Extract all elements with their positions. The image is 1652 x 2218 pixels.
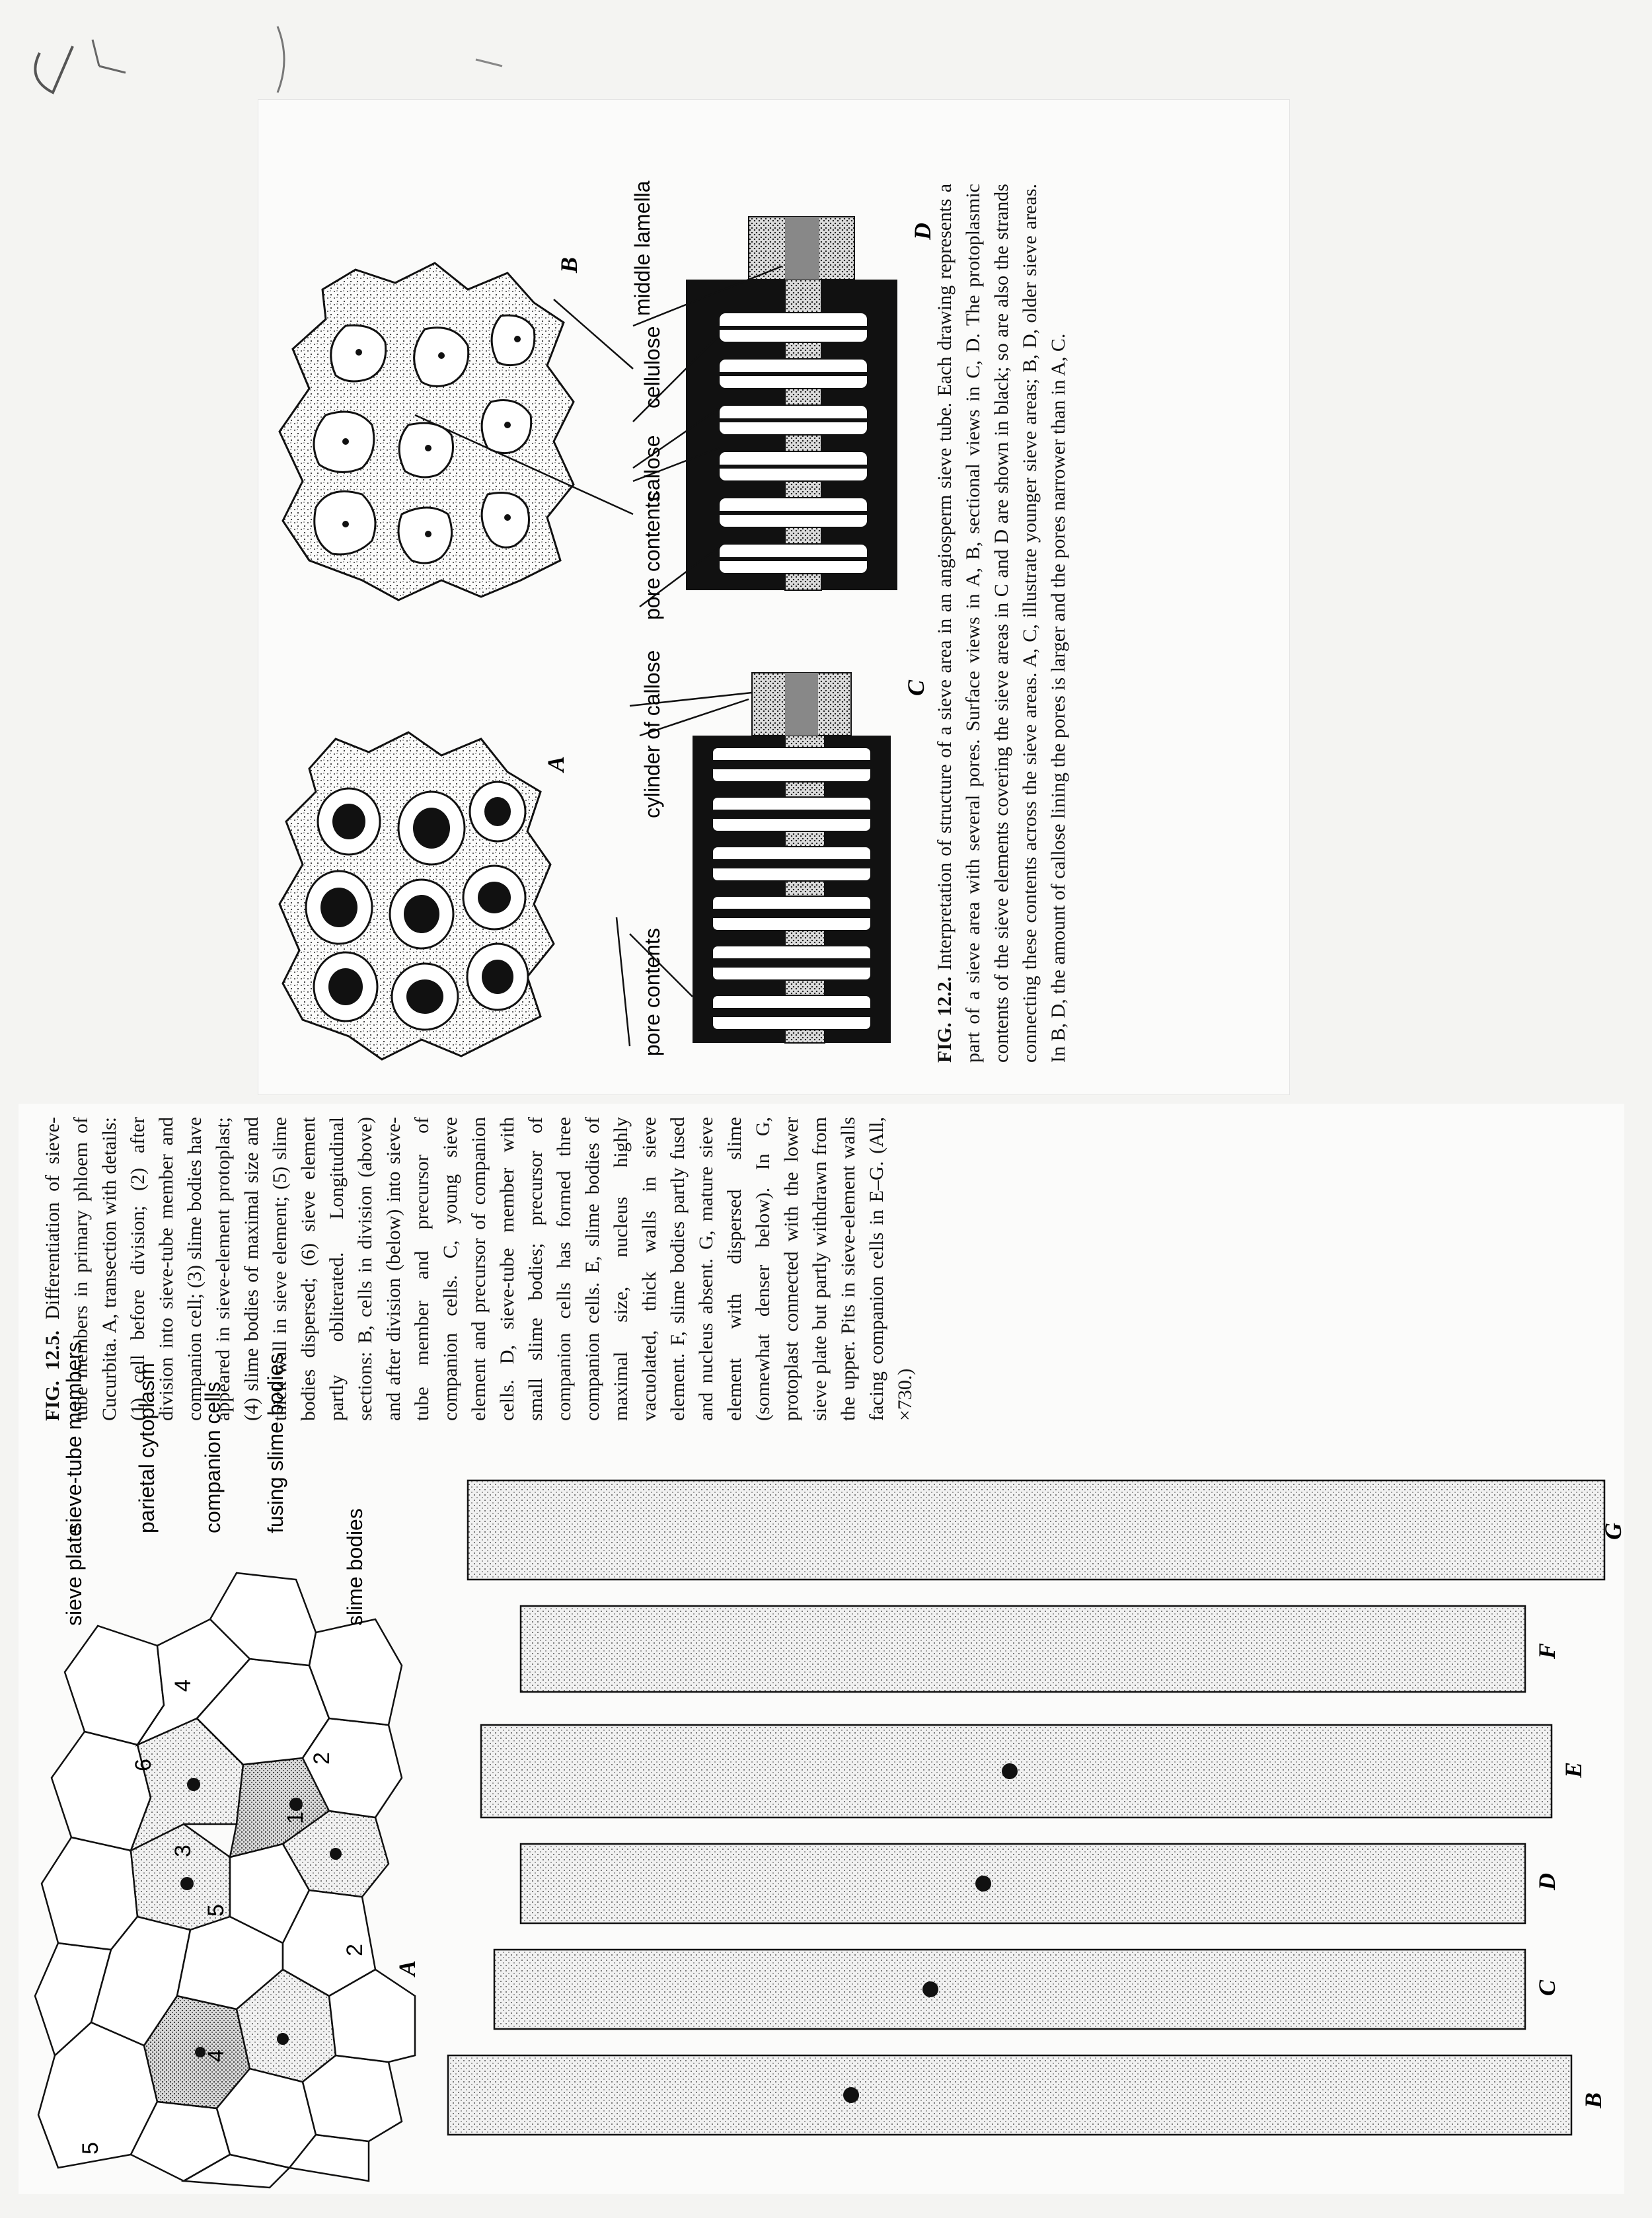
label-d: D xyxy=(909,223,936,240)
label-n2a: 2 xyxy=(342,1944,367,1956)
label-d: D xyxy=(1534,1873,1560,1890)
label-companion-cells: companion cells xyxy=(201,1381,225,1533)
label-a: A xyxy=(543,755,569,772)
figure-12-2 xyxy=(263,161,1069,1083)
label-n5a: 5 xyxy=(78,2142,103,2155)
label-n1: 1 xyxy=(283,1812,308,1824)
label-n4b: 4 xyxy=(170,1679,196,1692)
figure-12-2-caption-text: Interpretation of structure of a sieve area in an angiosperm sieve tube. Each drawing represents a part of a sieve area with several pores. Surface views in A, B, sectional views in C, D. The protoplasmic contents of the sieve elements covering the sieve areas in C and D are shown in black; so are also the strands connecting these contents across the sieve areas. A, C, illustrate younger sieve areas; B, D, older sieve areas. In B, D, the amount of callose lining the pores is larger and the pores narrower than in A, C. xyxy=(934,183,1069,1063)
label-pore-contents-1: pore contents xyxy=(640,928,664,1056)
label-slime-bodies: slime bodies xyxy=(343,1508,367,1626)
label-middle-lamella: middle lamella xyxy=(630,180,654,316)
label-pore-contents-2: pore contents xyxy=(640,492,664,620)
figure-12-2-number: FIG. 12.2. xyxy=(934,976,956,1063)
label-n5b: 5 xyxy=(204,1904,229,1917)
label-f: F xyxy=(1534,1642,1560,1659)
sieve-area-section-d xyxy=(686,217,897,590)
label-callose: callose xyxy=(640,435,664,501)
label-n4a: 4 xyxy=(204,2049,229,2062)
label-e: E xyxy=(1560,1761,1587,1778)
sieve-area-section-c xyxy=(693,673,891,1043)
label-a: A xyxy=(394,1960,420,1976)
sieve-area-surface-view-a xyxy=(280,732,554,1059)
label-parietal-cytoplasm: parietal cytoplasm xyxy=(135,1363,159,1533)
label-n3: 3 xyxy=(170,1845,196,1857)
label-cylinder-of-callose: cylinder of callose xyxy=(640,650,664,818)
label-b: B xyxy=(1580,2092,1606,2108)
label-b: B xyxy=(556,256,582,273)
longitudinal-sections xyxy=(448,1480,1604,2135)
label-n2b: 2 xyxy=(309,1752,334,1765)
figure-12-5 xyxy=(19,1104,1624,2194)
label-c: C xyxy=(1534,1979,1560,1996)
figure-12-5-number: FIG. 12.5. xyxy=(42,1330,63,1421)
figure-12-2-caption xyxy=(930,184,1072,1063)
label-cellulose: cellulose xyxy=(640,326,664,408)
figure-12-5-caption-text: Differentiation of sieve-tube members in primary phloem of Cucurbita. A, transection with details: (1) cell before division; (2) after division into sieve-tube member and companion cell; (3) slime bodies have appeared in sieve-element protoplast; (4) slime bodies of maximal size and thick wall in sieve element; (5) slime bodies dispersed; (6) sieve element partly obliterated. Longitudinal sections: B, cells in division (above) and after division (below) into sieve-tube member and precursor of companion cells. C, young sieve element and precursor of companion cells. D, sieve-tube member with small slime bodies; precursor of companion cells has formed three companion cells. E, slime bodies of maximal size, nucleus highly vacuolated, thick walls in sieve element. F, slime bodies partly fused and nucleus absent. G, mature sieve element with dispersed slime (somewhat denser below). In G, protoplast connected with the lower sieve plate but partly withdrawn from the upper. Pits in sieve-element walls facing companion cells in E–G. (All, ×730.) xyxy=(42,1117,916,1421)
label-sieve-tube-members: sieve-tube members xyxy=(62,1342,86,1533)
sieve-area-surface-view-b xyxy=(280,263,574,600)
figure-12-5-caption xyxy=(38,1117,919,1421)
label-fusing-slime-bodies: fusing slime bodies xyxy=(264,1353,287,1533)
label-g: G xyxy=(1600,1523,1624,1540)
handwritten-scribble xyxy=(0,0,1652,106)
transection-a xyxy=(35,1573,415,2188)
label-n6: 6 xyxy=(131,1759,156,1771)
label-sieve-plate: sieve plate xyxy=(62,1525,86,1626)
label-c: C xyxy=(903,679,929,696)
